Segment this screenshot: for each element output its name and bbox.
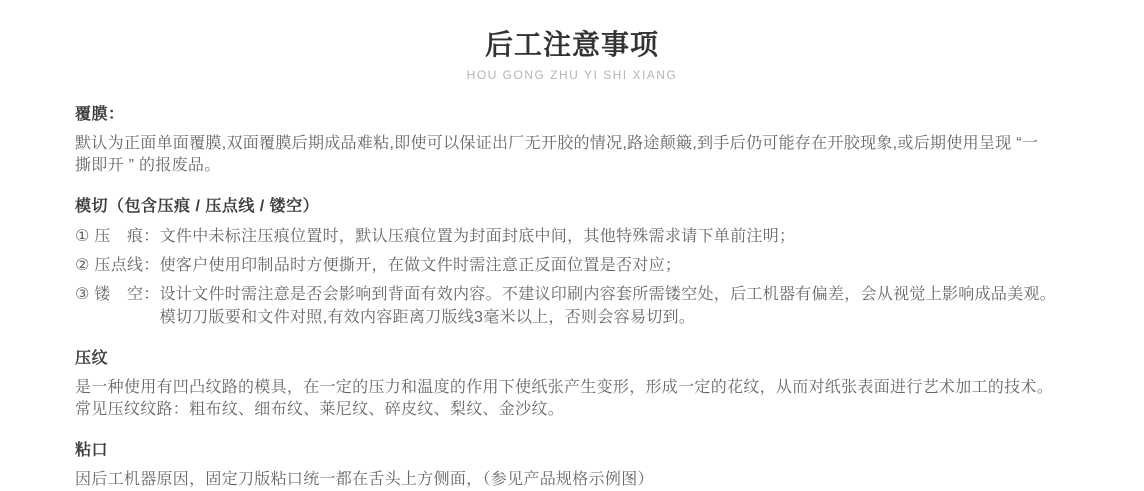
paragraph-line: 撕即开 ” 的报废品。 [75,156,221,174]
paragraph-line: 是一种使用有凹凸纹路的模具，在一定的压力和温度的作用下使纸张产生变形，形成一定的花纹，从而对纸张表面进行艺术加工的技术。 [75,378,1054,396]
list-item-line: 模切刀版要和文件对照,有效内容距离刀版线3毫米以上，否则会容易切到。 [159,308,696,326]
list-item-content [160,225,1074,248]
list-item-line: 设计文件时需注意是否会影响到背面有效内容。不建议印刷内容套所需镂空处，后工机器有偏差，会从视觉上影响成品美观。 [159,285,1057,303]
list-item-content [160,283,1074,329]
section-heading: 压纹 [75,349,109,367]
page-header [0,28,1144,82]
section-glue-flap [75,440,1074,491]
list-item-line: 文件中未标注压痕位置时，默认压痕位置为封面封底中间，其他特殊需求请下单前注明； [159,227,796,245]
page-subtitle: HOU GONG ZHU YI SHI XIANG [466,67,678,82]
notice-content [0,104,1144,491]
paragraph-line: 默认为正面单面覆膜,双面覆膜后期成品难粘,即使可以保证出厂无开胶的情况,路途颠簸,到手后仍可能存在开胶现象,或后期使用呈现 “一 [75,134,1039,152]
page-title: 后工注意事项 [484,29,659,60]
section-embossing [75,348,1074,421]
list-item [75,225,1074,248]
paragraph-line: 常见压纹纹路：粗布纹、细布纹、莱尼纹、碎皮纹、梨纹、金沙纹。 [75,400,565,418]
list-item [75,254,1074,277]
paragraph-line: 因后工机器原因，固定刀版粘口统一都在舌头上方侧面，（参见产品规格示例图） [75,470,654,488]
list-item-label: ① 压 痕： [75,227,160,245]
list-item-label: ③ 镂 空： [75,285,160,303]
list-item-content [160,254,1074,277]
section-heading: 粘口 [75,441,109,459]
section-lamination [75,104,1074,177]
section-die-cutting [75,196,1074,329]
list-item-label: ② 压点线： [75,256,160,274]
section-heading: 模切（包含压痕 / 压点线 / 镂空） [75,197,320,215]
section-heading: 覆膜： [75,105,125,123]
list-item-line: 使客户使用印制品时方便撕开，在做文件时需注意正反面位置是否对应； [159,256,682,274]
list-item [75,283,1074,329]
